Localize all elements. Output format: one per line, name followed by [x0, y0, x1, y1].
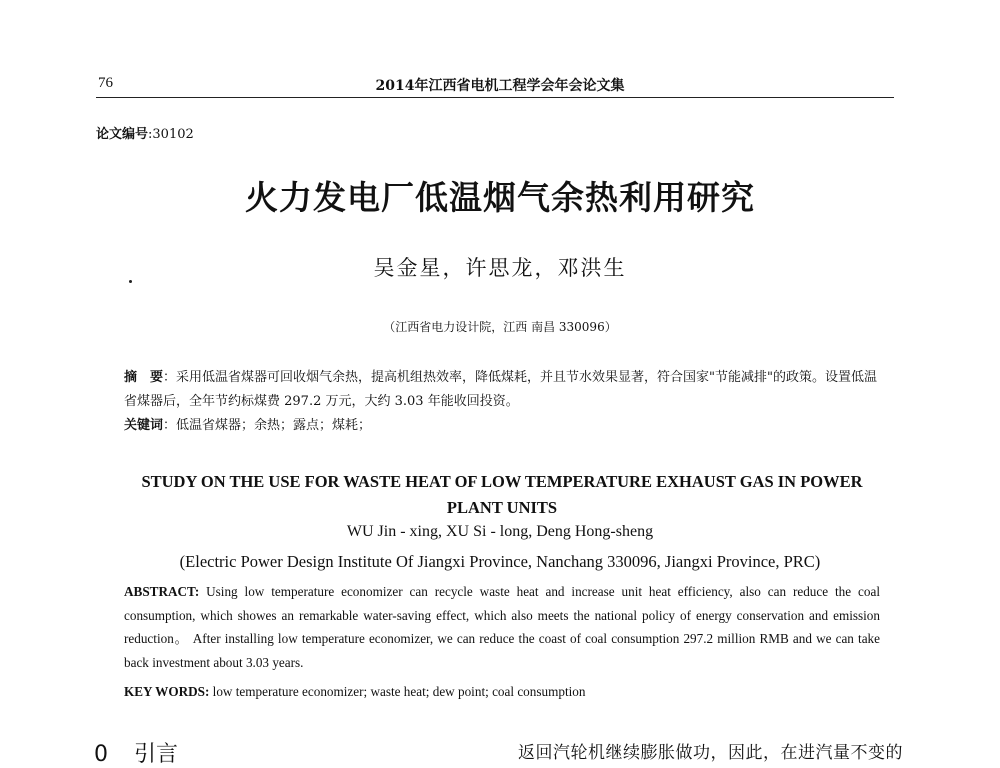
- paper-id-value: :30102: [148, 127, 194, 142]
- stray-mark: [129, 280, 132, 283]
- abstract-cn-text: ：采用低温省煤器可回收烟气余热，提高机组热效率，降低煤耗，并且节水效果显著，符合国家"节能减排"的政策。设置低温省煤器后，全年节约标煤费 297.2 万元，大约 3.03 年能收回投资。: [124, 370, 877, 409]
- keywords-cn-label: 关键词: [124, 418, 164, 433]
- running-header: 2014年江西省电机工程学会年会论文集: [375, 78, 625, 94]
- paper-title: 火力发电厂低温烟气余热利用研究: [245, 178, 755, 217]
- keywords-en: [124, 684, 585, 700]
- abstract-en-label: ABSTRACT:: [124, 584, 200, 599]
- affiliation-en: (Electric Power Design Institute Of Jiangxi Province, Nanchang 330096, Jiangxi Province, PRC): [179, 552, 821, 571]
- section-number: 0: [94, 742, 108, 767]
- abstract-en-text: Using low temperature economizer can recycle waste heat and increase unit heat efficiency, also can reduce the coal consumption, which showes an remarkable water-saving effect, which also meets the national policy of energy conservation and emission reduction。 After installing low temperature economizer, we can reduce the coast of coal consumption 297.2 million RMB and we can take back investment about 3.03 years.: [124, 584, 880, 670]
- header-rule: [96, 97, 894, 98]
- keywords-en-text: low temperature economizer; waste heat; dew point; coal consumption: [209, 684, 586, 699]
- affiliation: （江西省电力设计院，江西 南昌 330096）: [383, 320, 617, 334]
- keywords-cn: [124, 414, 371, 433]
- paper-id: [96, 123, 194, 142]
- abstract-en: [124, 580, 880, 674]
- section-title: 引言: [134, 742, 179, 767]
- abstract-cn-label: 摘 要: [124, 370, 164, 385]
- page-number: 76: [98, 75, 113, 91]
- body-text-line: 返回汽轮机继续膨胀做功，因此，在进汽量不变的: [518, 743, 903, 763]
- abstract-cn: [124, 366, 880, 414]
- authors-en: WU Jin - xing, XU Si - long, Deng Hong-sheng: [346, 523, 654, 540]
- keywords-cn-text: ：低温省煤器；余热；露点；煤耗；: [163, 418, 372, 433]
- paper-id-label: 论文编号: [96, 127, 149, 142]
- section-heading: [94, 737, 178, 768]
- authors: 吴金星，许思龙，邓洪生: [373, 256, 627, 280]
- paper-title-en: STUDY ON THE USE FOR WASTE HEAT OF LOW TEMPERATURE EXHAUST GAS IN POWER PLANT UNITS: [141, 472, 863, 517]
- keywords-en-label: KEY WORDS:: [124, 684, 210, 699]
